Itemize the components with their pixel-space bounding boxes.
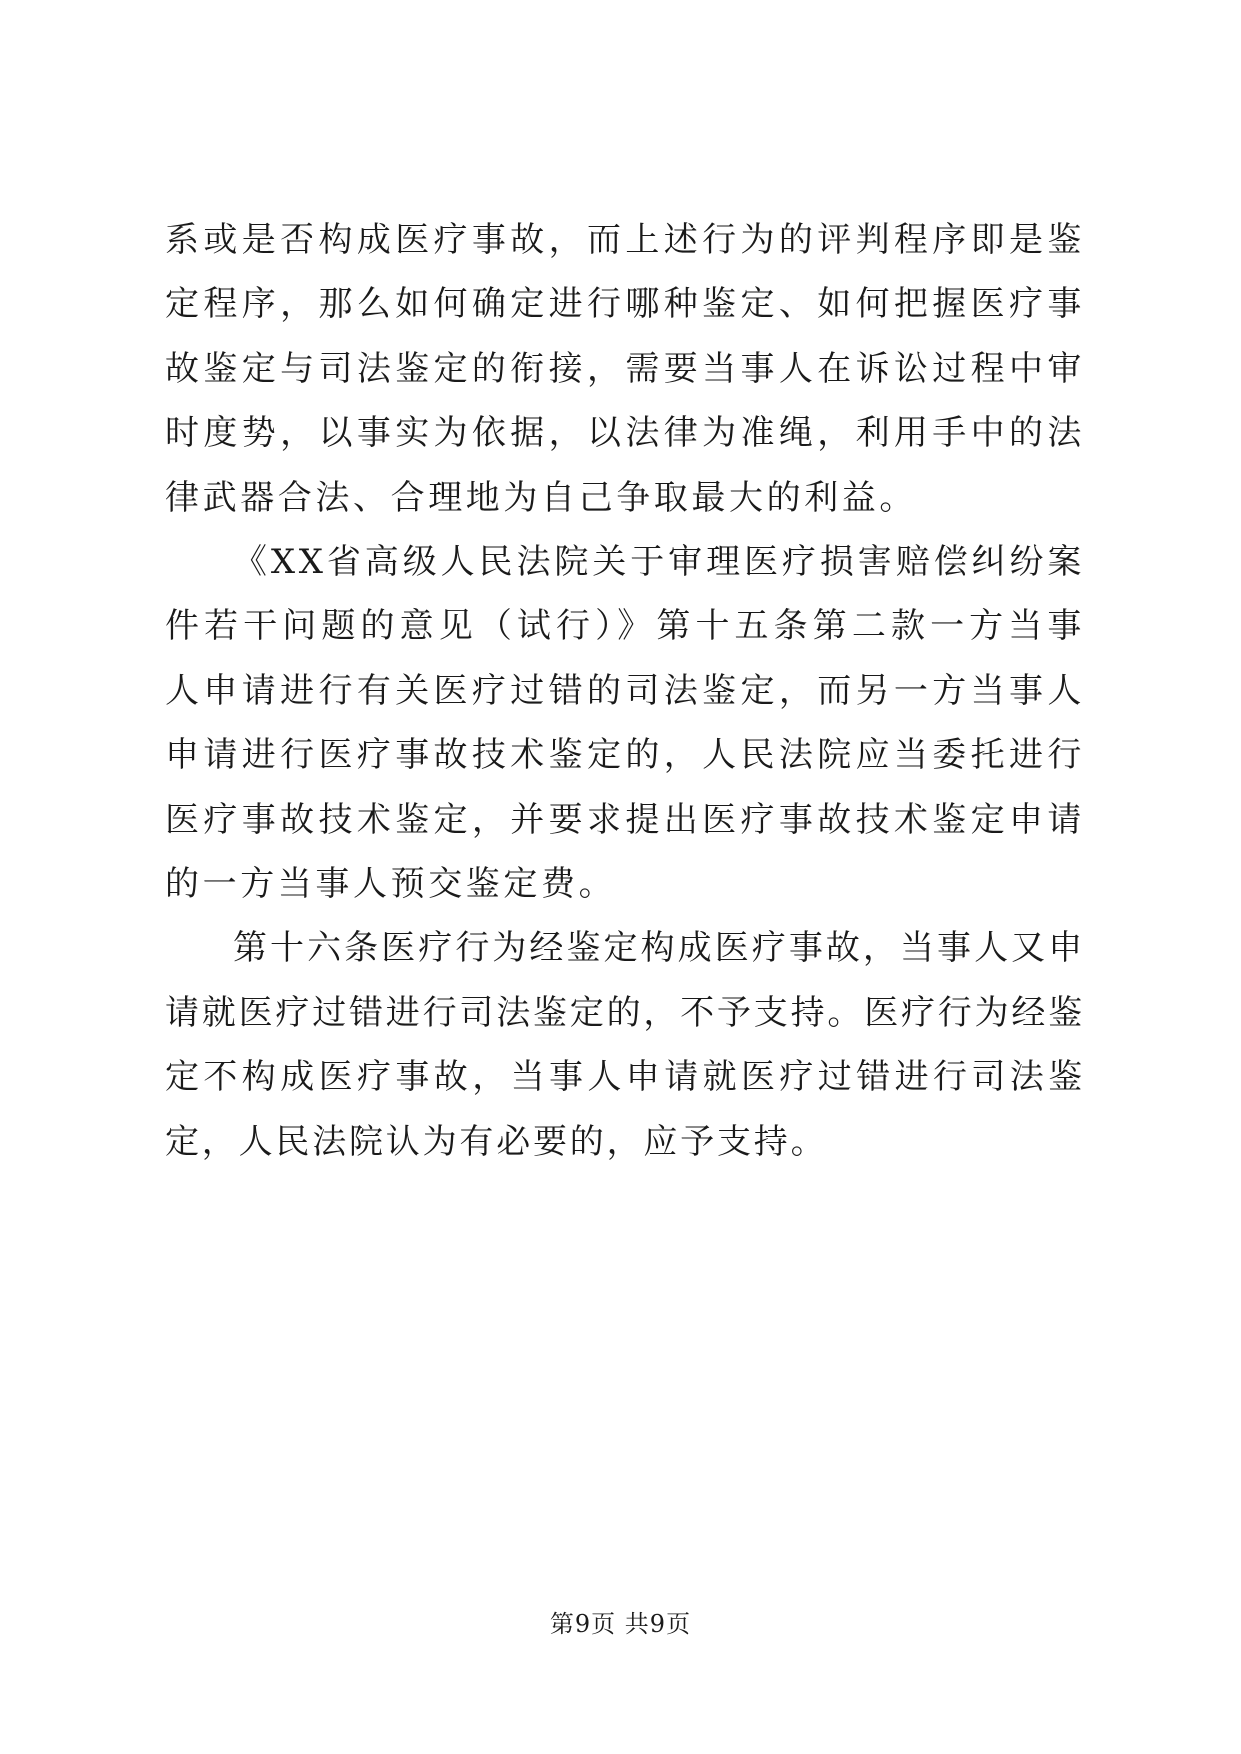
page-number-footer: 第9页 共9页 <box>549 1610 692 1638</box>
paragraph-article-16: 第十六条医疗行为经鉴定构成医疗事故，当事人又申请就医疗过错进行司法鉴定的，不予支持。医疗行为经鉴定不构成医疗事故，当事人申请就医疗过错进行司法鉴定，人民法院认为有必要的，应予支持。 <box>165 928 1085 1162</box>
document-body <box>165 208 1085 1174</box>
paragraph-continuation: 系或是否构成医疗事故，而上述行为的评判程序即是鉴定程序，那么如何确定进行哪种鉴定、如何把握医疗事故鉴定与司法鉴定的衔接，需要当事人在诉讼过程中审时度势，以事实为依据，以法律为准绳，利用手中的法律武器合法、合理地为自己争取最大的利益。 <box>165 220 1085 518</box>
paragraph-article-15: 《XX省高级人民法院关于审理医疗损害赔偿纠纷案件若干问题的意见（试行）》第十五条第二款一方当事人申请进行有关医疗过错的司法鉴定，而另一方当事人申请进行医疗事故技术鉴定的，人民法院应当委托进行医疗事故技术鉴定，并要求提出医疗事故技术鉴定申请的一方当事人预交鉴定费。 <box>165 542 1085 905</box>
